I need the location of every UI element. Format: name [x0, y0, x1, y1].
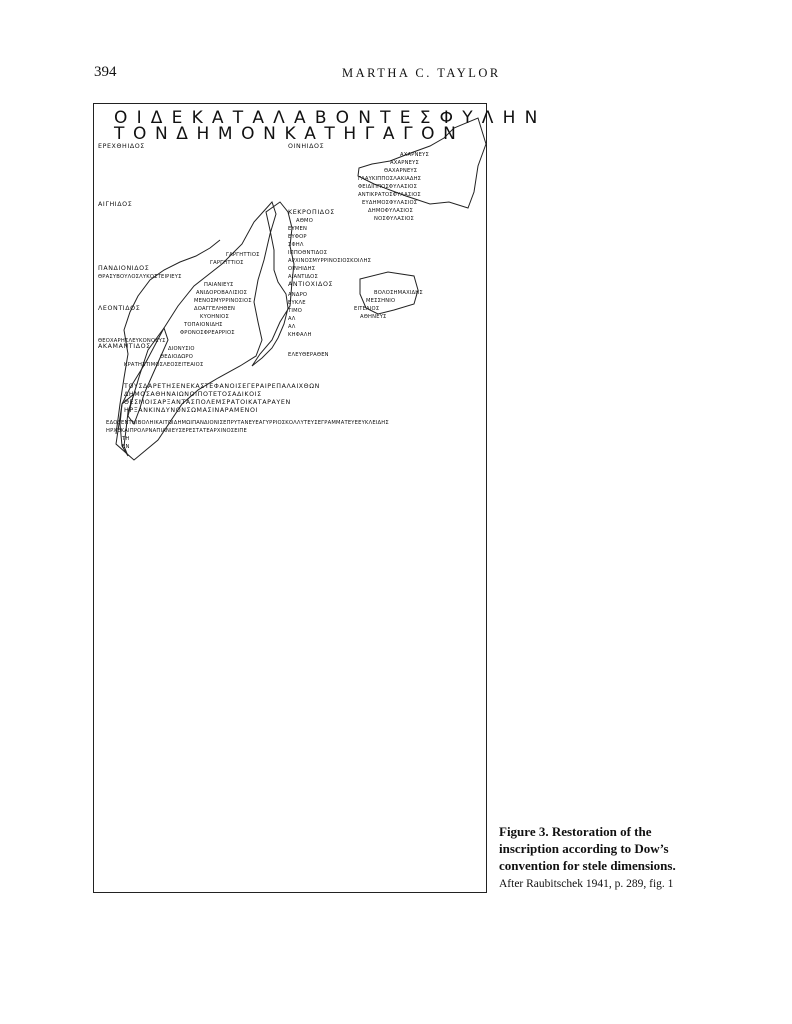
- center-name: ΓΑΡΓΗΤΤΙΟΣ: [210, 260, 244, 266]
- kekropidos-name: ΕΥΜΕΝ: [288, 226, 308, 232]
- kekropidos-name: ΑΙΑΝΤΙΔΟΣ: [288, 274, 318, 280]
- center-name: ΠΑΙΑΝΙΕΥΣ: [204, 282, 234, 288]
- tribe-pandionidos: ΠΑΝΔΙΟΝΙΔΟΣ: [98, 265, 150, 272]
- oineidos-name: ΕΥΔΗΜΟΣΦΥΛΑΣΙΟΣ: [362, 200, 418, 206]
- oineidos-name: ΓΛΑΥΚΙΠΠΟΣΛΑΚΙΑΔΗΣ: [358, 176, 422, 182]
- center-name: ΔΙΟΝΥΣΙΟ: [168, 346, 195, 352]
- inscription-heading-line-1: ΟΙΔΕΚΑΤΑΛΑΒΟΝΤΕΣΦΥΛΗΝ: [114, 108, 547, 128]
- kekropidos-name: ΕΥΚΛΕ: [288, 300, 306, 306]
- inscription-figure: [93, 103, 547, 893]
- center-name: ΦΡΟΝΟΣΦΡΕΑΡΡΙΟΣ: [180, 330, 235, 336]
- antiochidos-name: ΑΛ: [288, 316, 296, 322]
- antiochidos-name: ΕΛΕΥΘΕΡΑΘΕΝ: [288, 352, 329, 358]
- center-name: ΔΟΑΓΓΕΛΗΘΕΝ: [194, 306, 236, 312]
- decree-line: ΕΝ: [122, 444, 130, 450]
- tribe-oineidos: ΟΙΝΗΙΔΟΣ: [288, 143, 325, 150]
- epigram-line: ΘΕΣΜΟΙΣΑΡΞΑΝΤΑΣΠΟΛΕΜΣΡΑΤΟΙΚΑΤΑΡΑΥΕΝ: [124, 399, 291, 406]
- center-name: ΜΕΝΟΣΜΥΡΡΙΝΟΣΙΟΣ: [194, 298, 252, 304]
- kekropidos-name: ΤΙΜΟ: [288, 308, 303, 314]
- right-name: ΒΟΛΟΣΗΜΑΧΙΔΗΣ: [374, 290, 423, 296]
- center-name: ΘΡΑΣΥΒΟΥΛΟΣΛΥΚΟΣΤΕΙΡΙΕΥΣ: [98, 274, 182, 280]
- tribe-aigeidos: ΑΙΓΗΙΔΟΣ: [98, 201, 133, 208]
- epigram-line: ΔΗΜΟΣΑΘΗΝΑΙΩΝΟΙΠΟΤΕΤΟΣΑΔΙΚΟΙΣ: [124, 391, 262, 398]
- antiochidos-name: ΚΗΦΑΛΗ: [288, 332, 312, 338]
- decree-line: ΗΡΧΕΚΑΙΠΡΟΛΡΝΑΠΙΑΝΙΕΥΣΕΡΕΣΤΑΤΕΑΡΧΙΝΟΣΕΙΠΕ: [106, 428, 247, 434]
- right-name: ΜΕΣΣΗΝΙΟ: [366, 298, 396, 304]
- kekropidos-name: ΕΥΦΟΡ: [288, 234, 307, 240]
- center-name: ΓΑΡΓΗΤΤΙΟΣ: [226, 252, 260, 258]
- archinos-line: ΑΡΧΙΝΟΣΜΥΡΡΙΝΟΣΙΟΣΚΟΙΛΗΣ: [288, 258, 372, 264]
- center-name: ΚΡΑΤΗΣΤΙΜΟΣΛΕΟΣΕΙΤΕΑΙΟΣ: [124, 362, 204, 368]
- right-name: ΑΘΗΝΕΥΣ: [360, 314, 387, 320]
- kekropidos-name: ΑΘΜΟ: [296, 218, 313, 224]
- antiochidos-name: ΑΛ: [288, 324, 296, 330]
- kekropidos-name: ΣΦΗΛ: [288, 242, 304, 248]
- tribe-erechtheidos: ΕΡΕΧΘΗΙΔΟΣ: [98, 143, 145, 150]
- kekropidos-name: ΑΝΔΡΟ: [288, 292, 308, 298]
- tribe-akamantidos: ΑΚΑΜΑΝΤΙΔΟΣ: [98, 343, 151, 350]
- center-name: ΚΥΟΗΝΙΟΣ: [200, 314, 229, 320]
- oineidos-name: ΑΧΑΡΝΕΥΣ: [390, 160, 419, 166]
- center-name: ΘΕΔΙΟΔΩΡΟ: [160, 354, 194, 360]
- oineidos-name: ΔΗΜΟΦΥΛΑΣΙΟΣ: [368, 208, 413, 214]
- center-name: ΑΝΙΔΟΡΟΒΑΛΙΣΙΟΣ: [196, 290, 248, 296]
- figure-caption: [499, 823, 699, 893]
- center-name: ΤΟΠΑΙΟΝΙΔΗΣ: [184, 322, 223, 328]
- decree-line: ΤΗ: [122, 436, 130, 442]
- figure-caption-source: After Raubitschek 1941, p. 289, fig. 1: [499, 878, 674, 890]
- decree-line: ΕΔΟΞΕΝΤΗΙΒΟΛΗΙΚΑΙΤΩΙΔΗΜΩΙΠΑΝΔΙΟΝΙΣΕΠΡΥΤΑΝΕΥΕΑΓΥΡΡΙΟΣΚΟΛΛΥΤΕΥΣΕΓΡΑΜΜΑΤΕΥΕΕΥΚΛΕΙΔΗΣ: [106, 420, 389, 426]
- inscription-drawing: [94, 104, 547, 894]
- page-number: 394: [94, 64, 117, 80]
- oineidos-name: ΦΕΙΔΙΠΠΟΣΦΥΛΑΣΙΟΣ: [358, 184, 418, 190]
- center-name: ΘΕΟΧΑΡΗΣΛΕΥΚΟΝΟΕΥΣ: [98, 338, 166, 344]
- epigram-line: ΗΡΞΑΝΚΙΝΔΥΝΟΝΣΩΜΑΣΙΝΑΡΑΜΕΝΟΙ: [124, 407, 258, 414]
- right-name: ΕΙΤΕΑΙΟΣ: [354, 306, 380, 312]
- figure-caption-title: Figure 3. Restoration of the inscription according to Dow’s convention for stele dimensions.: [499, 824, 676, 873]
- oineidos-name: ΝΟΣΦΥΛΑΣΙΟΣ: [374, 216, 414, 222]
- running-head: MARTHA C. TAYLOR: [342, 66, 501, 80]
- tribe-leontidos: ΛΕΟΝΤΙΔΟΣ: [98, 305, 141, 312]
- epigram-line: ΤΟΥΣΔΑΡΕΤΗΣΕΝΕΚΑΣΤΕΦΑΝΟΙΣΕΓΕΡΑΙΡΕΠΑΛΑΙΧΘΩΝ: [124, 383, 320, 390]
- oineidos-name: ΑΝΤΙΚΡΑΤΟΣΦΥΛΑΣΙΟΣ: [358, 192, 421, 198]
- inscription-heading-line-2: ΤΟΝΔΗΜΟΝΚΑΤΗΓΑΓΟΝ: [114, 124, 465, 144]
- tribe-kekropidos: ΚΕΚΡΟΠΙΔΟΣ: [288, 209, 335, 216]
- kekropidos-name: ΙΠΠΟΘΝΤΙΔΟΣ: [288, 250, 328, 256]
- oineidos-name: ΘΑΧΑΡΝΕΥΣ: [384, 168, 418, 174]
- tribe-antiochidos: ΑΝΤΙΟΧΙΔΟΣ: [288, 281, 334, 288]
- oineidos-name: ΑΧΑΡΝΕΥΣ: [400, 152, 429, 158]
- kekropidos-name: ΟΙΝΗΙΔΗΣ: [288, 266, 316, 272]
